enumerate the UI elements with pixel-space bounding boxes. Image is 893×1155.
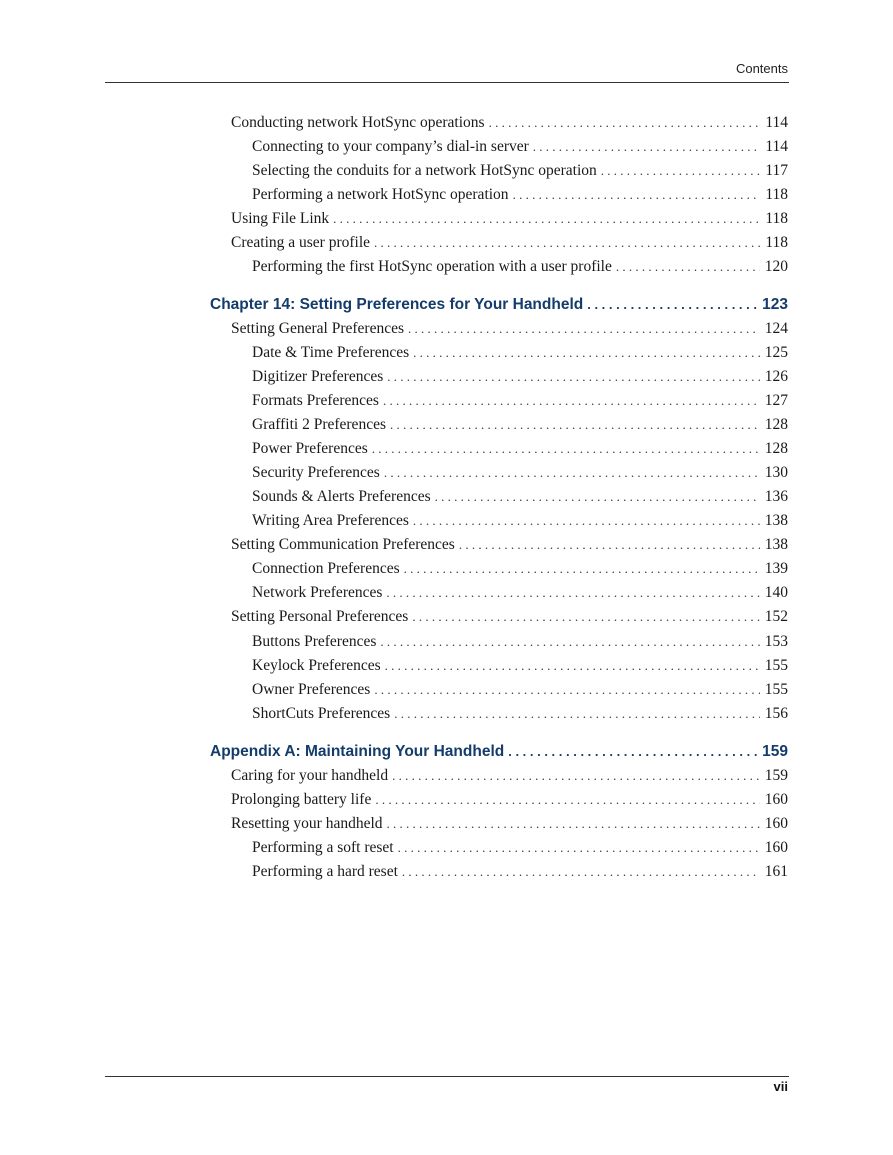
dot-leader [601, 161, 761, 181]
dot-leader [394, 704, 760, 724]
dot-leader [408, 319, 760, 339]
dot-leader [508, 742, 757, 762]
toc-entry[interactable] [252, 632, 788, 652]
toc-chapter-title: Chapter 14: Setting Preferences for Your Handheld [210, 296, 584, 313]
toc-entry-title: ShortCuts Preferences [252, 705, 391, 722]
toc-entry-title: Performing the first HotSync operation with a user profile [252, 258, 612, 275]
dot-leader [459, 535, 760, 555]
dot-leader [372, 439, 760, 459]
page-number: vii [773, 1079, 788, 1094]
dot-leader [513, 185, 761, 205]
toc-entry-title: Sounds & Alerts Preferences [252, 488, 431, 505]
dot-leader [385, 656, 760, 676]
toc-entry-title: Using File Link [231, 210, 330, 227]
toc-entry[interactable] [252, 257, 788, 277]
dot-leader [587, 295, 757, 315]
toc-entry-page: 140 [764, 584, 788, 601]
toc-entry[interactable] [252, 415, 788, 435]
toc-entry[interactable] [231, 790, 788, 810]
dot-leader [380, 632, 759, 652]
dot-leader [384, 463, 760, 483]
dot-leader [402, 862, 760, 882]
toc-entry-page: 138 [764, 512, 788, 529]
toc-entry-title: Buttons Preferences [252, 633, 377, 650]
toc-entry[interactable] [252, 185, 788, 205]
toc-entry-title: Conducting network HotSync operations [231, 114, 485, 131]
toc-entry-page: 114 [765, 114, 788, 131]
toc-chapter-page: 123 [762, 296, 788, 313]
footer-rule [105, 1076, 789, 1077]
toc-entry-title: Security Preferences [252, 464, 380, 481]
toc-entry-title: Keylock Preferences [252, 657, 381, 674]
toc-entry[interactable] [252, 391, 788, 411]
toc-entry[interactable] [252, 656, 788, 676]
toc-entry-title: Performing a network HotSync operation [252, 186, 509, 203]
dot-leader [489, 113, 761, 133]
toc-entry-page: 155 [764, 681, 788, 698]
toc-entry-title: Performing a soft reset [252, 839, 394, 856]
toc-entry-page: 114 [765, 138, 788, 155]
toc-entry-page: 130 [764, 464, 788, 481]
toc-entry[interactable] [252, 511, 788, 531]
toc-entry[interactable] [231, 766, 788, 786]
dot-leader [390, 415, 760, 435]
running-header: Contents [735, 61, 788, 76]
toc-entry-page: 126 [764, 368, 788, 385]
toc-entry-page: 139 [764, 560, 788, 577]
toc-entry-title: Digitizer Preferences [252, 368, 384, 385]
dot-leader [387, 367, 759, 387]
toc-entry[interactable] [231, 233, 788, 253]
toc-entry-page: 156 [764, 705, 788, 722]
toc-entry-page: 152 [764, 608, 788, 625]
toc-entry[interactable] [252, 838, 788, 858]
toc-entry-title: Setting General Preferences [231, 320, 405, 337]
dot-leader [412, 607, 759, 627]
toc-entry-title: Connecting to your company’s dial-in server [252, 138, 529, 155]
toc-entry-title: Owner Preferences [252, 681, 371, 698]
toc-entry[interactable] [252, 161, 788, 181]
toc-entry-title: Selecting the conduits for a network HotSync operation [252, 162, 597, 179]
toc-chapter-heading[interactable] [210, 295, 788, 315]
toc-chapter-title: Appendix A: Maintaining Your Handheld [210, 743, 505, 760]
toc-entry-page: 117 [765, 162, 788, 179]
dot-leader [333, 209, 760, 229]
toc-entry[interactable] [231, 814, 788, 834]
toc-entry-title: Prolonging battery life [231, 791, 372, 808]
toc-entry-page: 138 [764, 536, 788, 553]
toc-entry[interactable] [252, 680, 788, 700]
toc-entry-title: Resetting your handheld [231, 815, 383, 832]
toc-entry[interactable] [252, 463, 788, 483]
toc-entry-title: Setting Personal Preferences [231, 608, 409, 625]
toc-entry-page: 159 [764, 767, 788, 784]
toc-entry-page: 125 [764, 344, 788, 361]
dot-leader [383, 391, 760, 411]
toc-entry-title: Caring for your handheld [231, 767, 389, 784]
dot-leader [413, 343, 760, 363]
toc-entry-page: 160 [764, 815, 788, 832]
toc-entry[interactable] [252, 343, 788, 363]
toc-entry-title: Connection Preferences [252, 560, 400, 577]
toc-entry[interactable] [252, 487, 788, 507]
dot-leader [392, 766, 760, 786]
toc-entry-page: 118 [765, 234, 788, 251]
toc-entry[interactable] [252, 439, 788, 459]
toc-entry-title: Graffiti 2 Preferences [252, 416, 386, 433]
toc-entry-title: Formats Preferences [252, 392, 379, 409]
dot-leader [616, 257, 760, 277]
toc-entry-page: 160 [764, 791, 788, 808]
toc-entry-page: 155 [764, 657, 788, 674]
toc-entry-page: 120 [764, 258, 788, 275]
toc-entry-title: Performing a hard reset [252, 863, 398, 880]
toc-entry-page: 127 [764, 392, 788, 409]
toc-entry-title: Setting Communication Preferences [231, 536, 455, 553]
toc-entry-title: Network Preferences [252, 584, 383, 601]
toc-entry[interactable] [252, 367, 788, 387]
toc-appendix-heading[interactable] [210, 742, 788, 762]
toc-entry-title: Date & Time Preferences [252, 344, 410, 361]
toc-entry[interactable] [252, 559, 788, 579]
toc-entry-page: 161 [764, 863, 788, 880]
toc-entry-page: 124 [764, 320, 788, 337]
toc-entry-page: 128 [764, 416, 788, 433]
toc-entry[interactable] [231, 209, 788, 229]
toc-entry[interactable] [231, 113, 788, 133]
dot-leader [387, 814, 760, 834]
dot-leader [413, 511, 760, 531]
toc-entry-title: Power Preferences [252, 440, 368, 457]
toc-entry-page: 153 [764, 633, 788, 650]
toc-entry-page: 118 [765, 186, 788, 203]
toc-entry-page: 160 [764, 839, 788, 856]
toc-entry-page: 136 [764, 488, 788, 505]
toc-entry[interactable] [252, 137, 788, 157]
toc-entry[interactable] [252, 704, 788, 724]
toc-entry[interactable] [252, 583, 788, 603]
toc-entry-page: 128 [764, 440, 788, 457]
dot-leader [435, 487, 760, 507]
dot-leader [398, 838, 760, 858]
dot-leader [533, 137, 761, 157]
toc-entry[interactable] [231, 607, 788, 627]
dot-leader [375, 790, 759, 810]
toc-entry-page: 118 [765, 210, 788, 227]
toc-entry[interactable] [231, 319, 788, 339]
dot-leader [374, 233, 760, 253]
toc-entry[interactable] [252, 862, 788, 882]
dot-leader [386, 583, 759, 603]
toc-entry-title: Writing Area Preferences [252, 512, 409, 529]
toc-chapter-page: 159 [762, 743, 788, 760]
toc-entry-title: Creating a user profile [231, 234, 371, 251]
dot-leader [374, 680, 759, 700]
toc-entry[interactable] [231, 535, 788, 555]
dot-leader [404, 559, 760, 579]
